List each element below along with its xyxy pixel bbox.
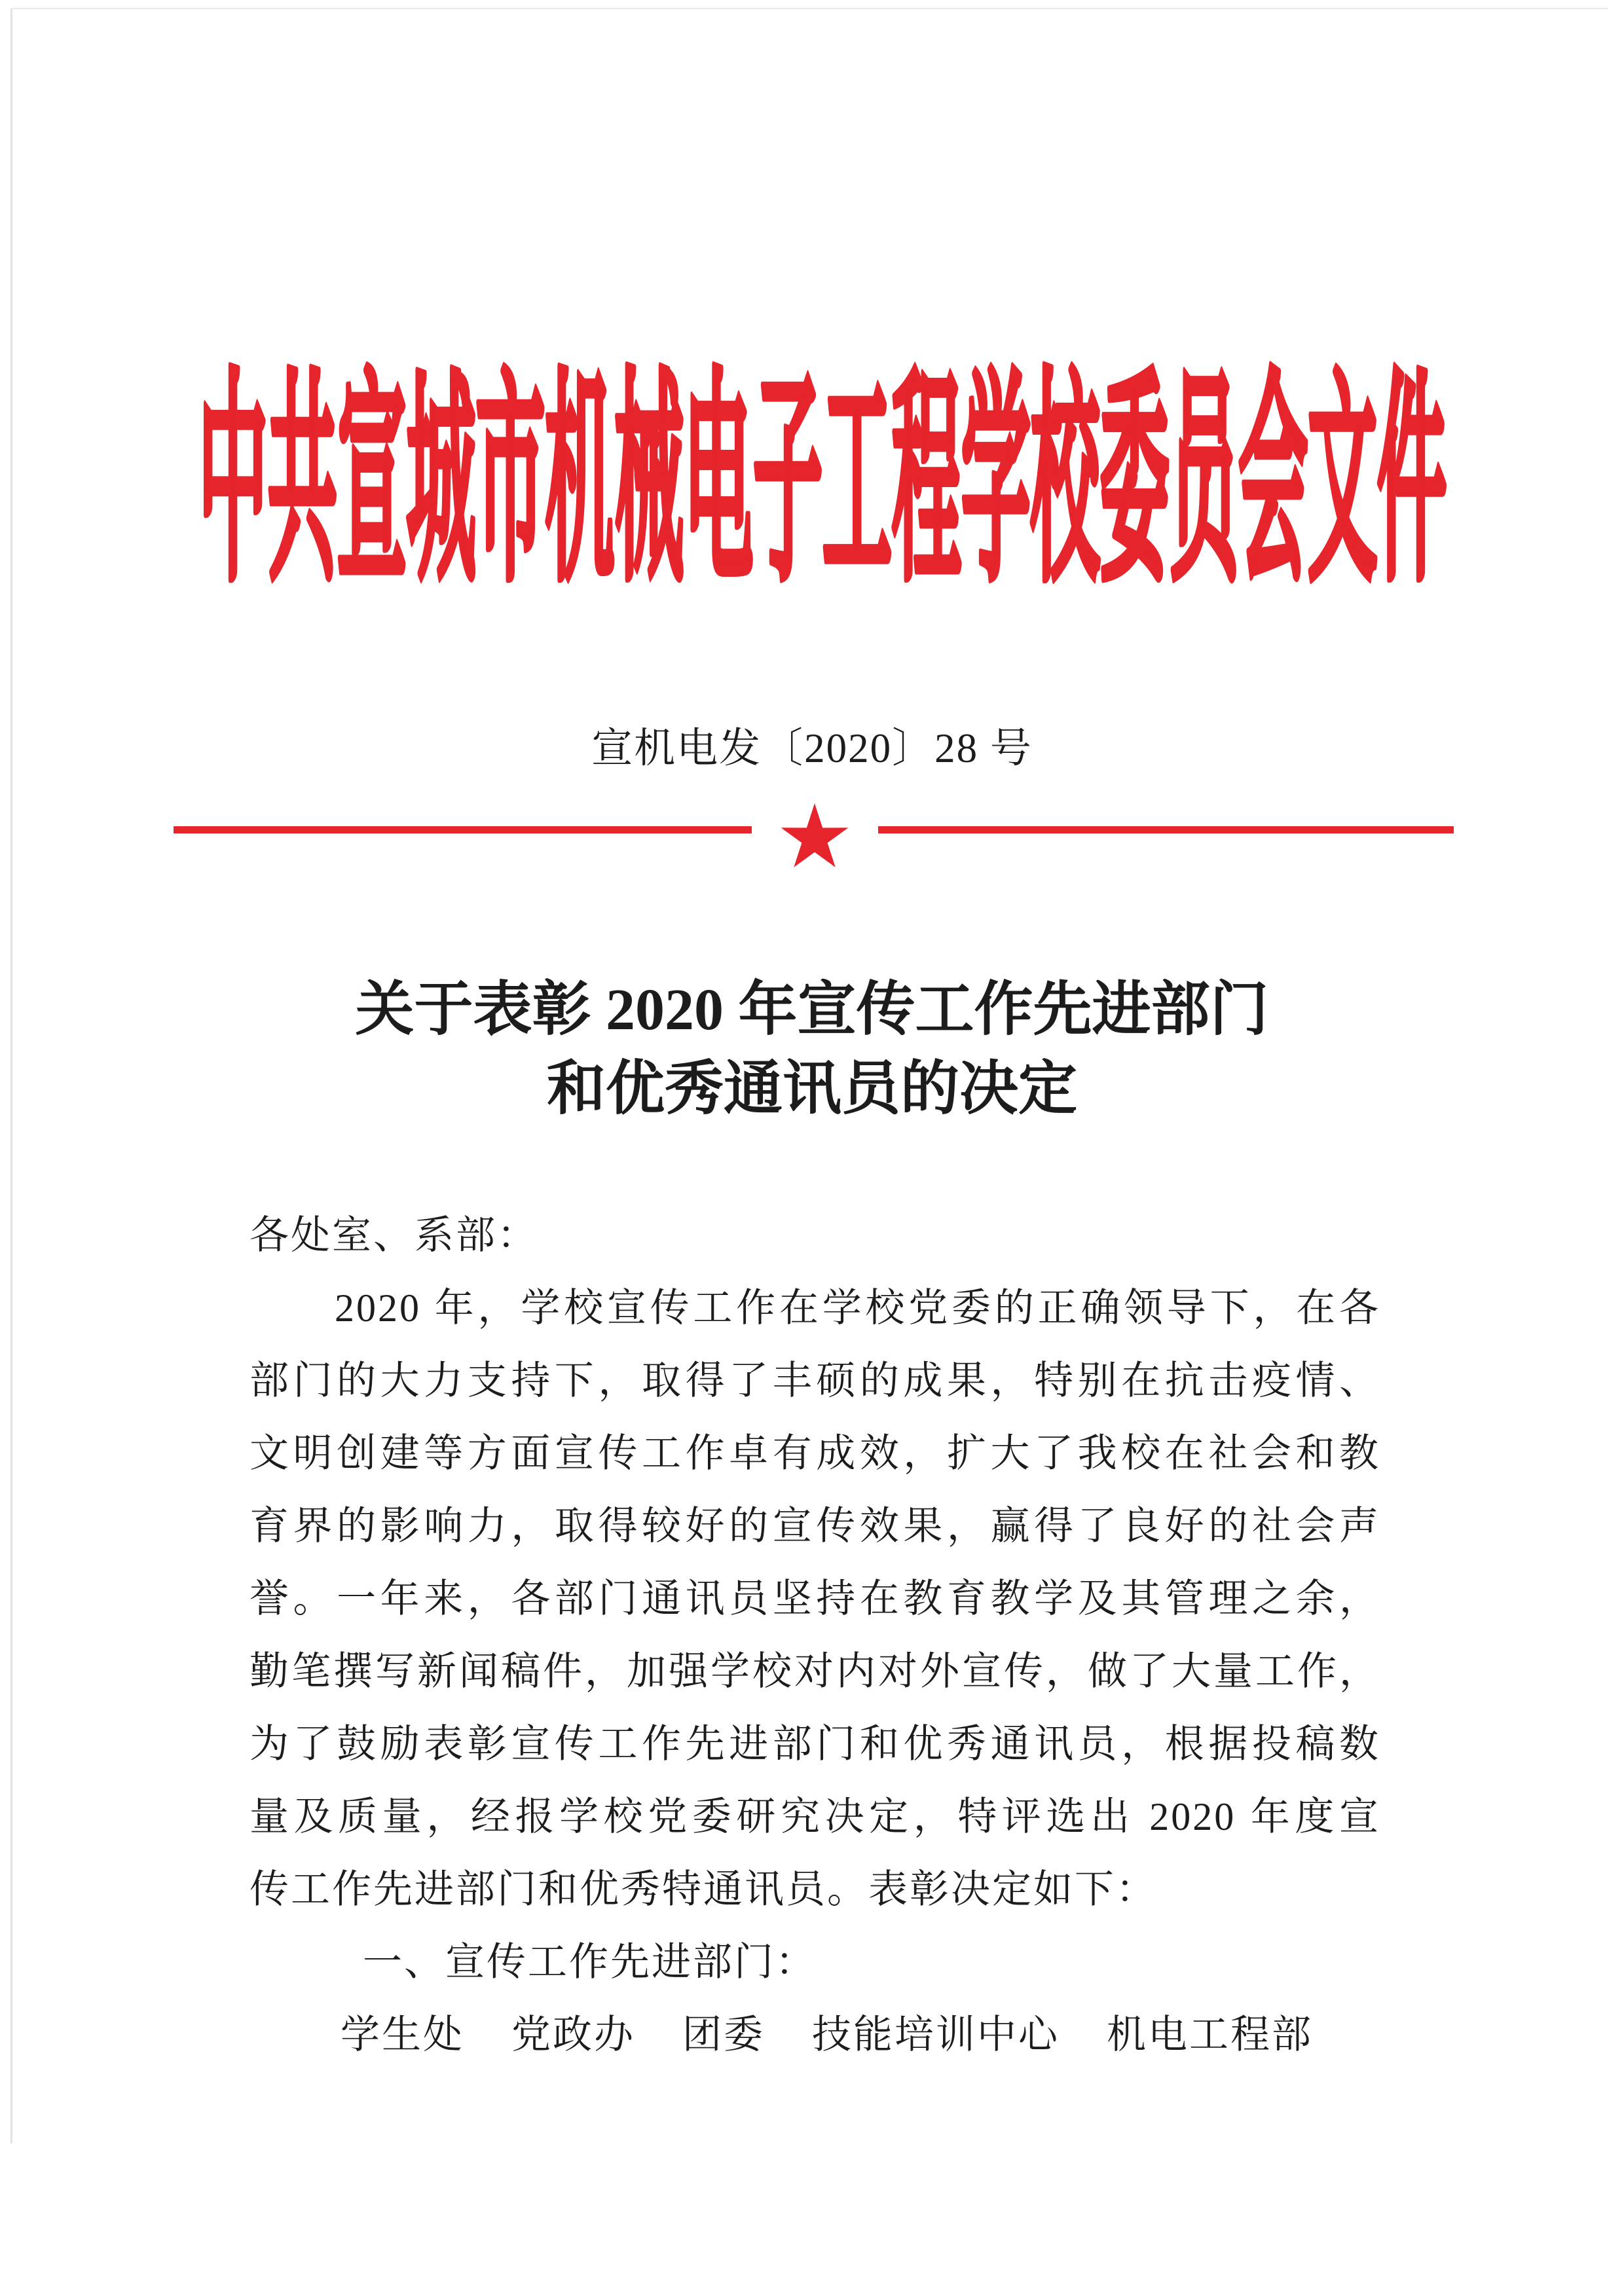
department-item: 学生处: [341, 2013, 464, 2056]
paragraph-line: 量及质量，经报学校党委研究决定，特评选出 2020 年度宣: [249, 1795, 1380, 1838]
department-list: [249, 1999, 1380, 2071]
masthead: [0, 327, 1624, 602]
scan-edge-top: [10, 8, 1608, 9]
document-title-line-2: 和优秀通讯员的决定: [547, 1057, 1077, 1121]
salutation: 各处室、系部：: [249, 1214, 538, 1257]
document-body: [249, 1199, 1380, 2071]
section-heading: 一、宣传工作先进部门：: [363, 1941, 817, 1984]
paragraph-line: 传工作先进部门和优秀特通讯员。表彰决定如下：: [249, 1868, 1157, 1911]
paragraph-line: 文明创建等方面宣传工作卓有成效，扩大了我校在社会和教: [249, 1432, 1380, 1475]
paragraph-line: 勤笔撰写新闻稿件，加强学校对内对外宣传，做了大量工作，: [249, 1650, 1380, 1693]
paragraph-line: 育界的影响力，取得较好的宣传效果，赢得了良好的社会声: [249, 1504, 1380, 1548]
red-rule-left: [174, 826, 752, 833]
issuer-title: 中共宣城市机械电子工程学校委员会文件: [198, 350, 1447, 602]
paragraph-line: 誉。一年来，各部门通讯员坚持在教育教学及其管理之余，: [249, 1577, 1380, 1620]
department-item: 技能培训中心: [812, 2013, 1060, 2056]
document-number: 宣机电发〔2020〕28 号: [591, 725, 1033, 771]
document-title-line-1: 关于表彰 2020 年宣传工作先进部门: [355, 977, 1269, 1042]
department-item: 机电工程部: [1107, 2013, 1313, 2056]
paragraph-line: 2020 年，学校宣传工作在学校党委的正确领导下，在各: [335, 1286, 1380, 1330]
star-icon: [775, 799, 854, 878]
paragraph-line: 为了鼓励表彰宣传工作先进部门和优秀通讯员，根据投稿数: [249, 1722, 1380, 1766]
red-rule-right: [878, 826, 1454, 833]
paragraph-line: 部门的大力支持下，取得了丰硕的成果，特别在抗击疫情、: [249, 1359, 1380, 1402]
department-item: 党政办: [511, 2013, 635, 2056]
department-item: 团委: [682, 2013, 765, 2056]
